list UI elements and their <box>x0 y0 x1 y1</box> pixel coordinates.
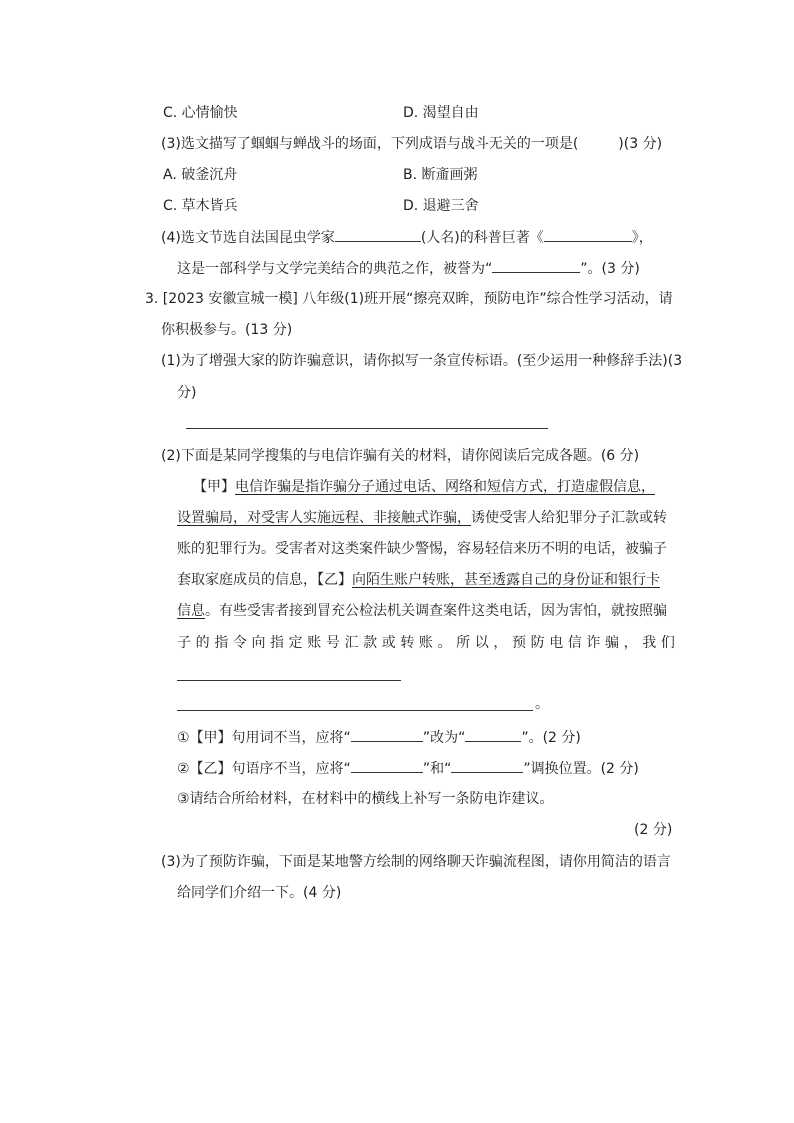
option-c: C. 草木皆兵 <box>163 198 238 214</box>
book-blank[interactable] <box>544 227 632 242</box>
yi-sentence: 信息 <box>177 603 205 619</box>
material-text: 套取家庭成员的信息， <box>177 572 317 588</box>
material-char: 账 <box>307 635 322 651</box>
swap-blank-2[interactable] <box>451 758 523 773</box>
material-char: 。 <box>437 635 452 651</box>
jia-sentence: 设置骗局， <box>177 510 247 526</box>
subquestion-4-text: (4)选文节选自法国昆虫学家 <box>161 230 335 246</box>
q3-sub1-line2: 分) <box>177 385 197 401</box>
material-text: 诱使受害人给犯罪分子汇款或转 <box>471 510 667 526</box>
author-blank[interactable] <box>335 227 421 242</box>
task-2-text: ”调换位置。(2 分) <box>523 761 639 777</box>
material-line4 <box>177 570 660 590</box>
material-line6 <box>177 633 675 653</box>
option-a: A. 破釜沉舟 <box>163 167 238 183</box>
material-char: 预 <box>511 635 526 651</box>
suggestion-line-1[interactable] <box>177 680 401 681</box>
material-char: 信 <box>567 635 582 651</box>
material-char: 令 <box>232 635 247 651</box>
subquestion-4-text: 这是一部科学与文学完美结合的典范之作，被誉为“ <box>177 261 493 277</box>
task-1-text: ”改为“ <box>422 730 466 746</box>
jia-marker: 【甲】 <box>193 479 235 495</box>
material-char: 转 <box>400 635 415 651</box>
option-b: B. 断齑画粥 <box>403 167 478 183</box>
material-char: 或 <box>381 635 396 651</box>
material-char: 诈 <box>586 635 601 651</box>
subquestion-3-stem: (3)选文描写了蝈蝈与蝉战斗的场面，下列成语与战斗无关的一项是( <box>161 136 579 152</box>
material-char: 所 <box>456 635 471 651</box>
subquestion-4-text: (人名)的科普巨著《 <box>420 230 544 246</box>
wrong-word-blank[interactable] <box>351 727 423 742</box>
material-char: 账 <box>418 635 433 651</box>
question-3-stem-cont: 你积极参与。(13 分) <box>161 322 293 338</box>
task-1 <box>177 727 581 748</box>
subquestion-4-line1 <box>161 227 653 248</box>
subquestion-3 <box>161 134 662 154</box>
suggestion-line-2[interactable] <box>177 710 533 711</box>
question-3-stem: 3. [2023 安徽宣城一模] 八年级(1)班开展“擦亮双眸，预防电诈”综合性学习活动，请 <box>145 291 673 307</box>
yi-sentence: 向陌生账户转账，甚至透露自己的身份证和银行卡 <box>352 572 660 588</box>
option-d: D. 渴望自由 <box>403 105 479 121</box>
material-char: 向 <box>251 635 266 651</box>
material-char: ， <box>493 635 508 651</box>
material-char: 电 <box>549 635 564 651</box>
material-line5 <box>177 601 667 621</box>
task-2-text: ”和“ <box>422 761 452 777</box>
task-1-text: ”。(2 分) <box>521 730 581 746</box>
material-char: 号 <box>325 635 340 651</box>
q3-sub3-line2: 给同学们介绍一下。(4 分) <box>177 885 342 901</box>
material-char: 款 <box>363 635 378 651</box>
q3-sub3-line1: (3)为了预防诈骗，下面是某地警方绘制的网络聊天诈骗流程图，请你用简洁的语言 <box>161 854 671 870</box>
task-2-text: ②【乙】句语序不当，应将“ <box>177 761 351 777</box>
task-1-text: ①【甲】句用词不当，应将“ <box>177 730 351 746</box>
jia-sentence: 对受害人实施远程、非接触式诈骗， <box>247 510 471 526</box>
material-char: 汇 <box>344 635 359 651</box>
material-char: 以 <box>474 635 489 651</box>
reputation-blank[interactable] <box>492 258 580 273</box>
task-3: ③请结合所给材料，在材料中的横线上补写一条防电诈建议。 <box>177 791 554 807</box>
task-2 <box>177 758 639 779</box>
material-char: 我 <box>642 635 657 651</box>
material-char: 骗 <box>605 635 620 651</box>
material-char: 指 <box>214 635 229 651</box>
material-char: 防 <box>530 635 545 651</box>
yi-marker: 【乙】 <box>317 572 352 588</box>
material-char: ， <box>623 635 638 651</box>
q3-sub1-line1: (1)为了增强大家的防诈骗意识，请你拟写一条宣传标语。(至少运用一种修辞手法)(3 <box>161 353 683 369</box>
option-c: C. 心情愉快 <box>163 105 238 121</box>
material-char: 们 <box>660 635 675 651</box>
material-char: 定 <box>288 635 303 651</box>
subquestion-3-score: )(3 分) <box>618 136 663 152</box>
jia-sentence: 电信诈骗是指诈骗分子通过电话、网络和短信方式，打造虚假信息， <box>235 479 655 495</box>
swap-blank-1[interactable] <box>351 758 423 773</box>
subquestion-4-text: ”。(3 分) <box>580 261 640 277</box>
material-text: 。有些受害者接到冒充公检法机关调查案件这类电话，因为害怕，就按照骗 <box>205 603 667 619</box>
material-char: 的 <box>195 635 210 651</box>
material-line2 <box>177 508 667 528</box>
task-3-score: (2 分) <box>634 822 673 838</box>
slogan-answer-line[interactable] <box>186 428 548 429</box>
q3-sub2-stem: (2)下面是某同学搜集的与电信诈骗有关的材料，请你阅读后完成各题。(6 分) <box>161 448 640 464</box>
option-d: D. 退避三舍 <box>403 198 479 214</box>
subquestion-4-line2 <box>177 258 640 279</box>
material-char: 子 <box>177 635 191 651</box>
material-line1 <box>193 477 655 497</box>
material-line3: 账的犯罪行为。受害者对这类案件缺少警惕，容易轻信来历不明的电话，被骗子 <box>177 541 667 557</box>
subquestion-4-text: 》， <box>631 230 653 246</box>
material-char: 指 <box>270 635 285 651</box>
correct-word-blank[interactable] <box>465 727 521 742</box>
period: 。 <box>535 696 549 712</box>
